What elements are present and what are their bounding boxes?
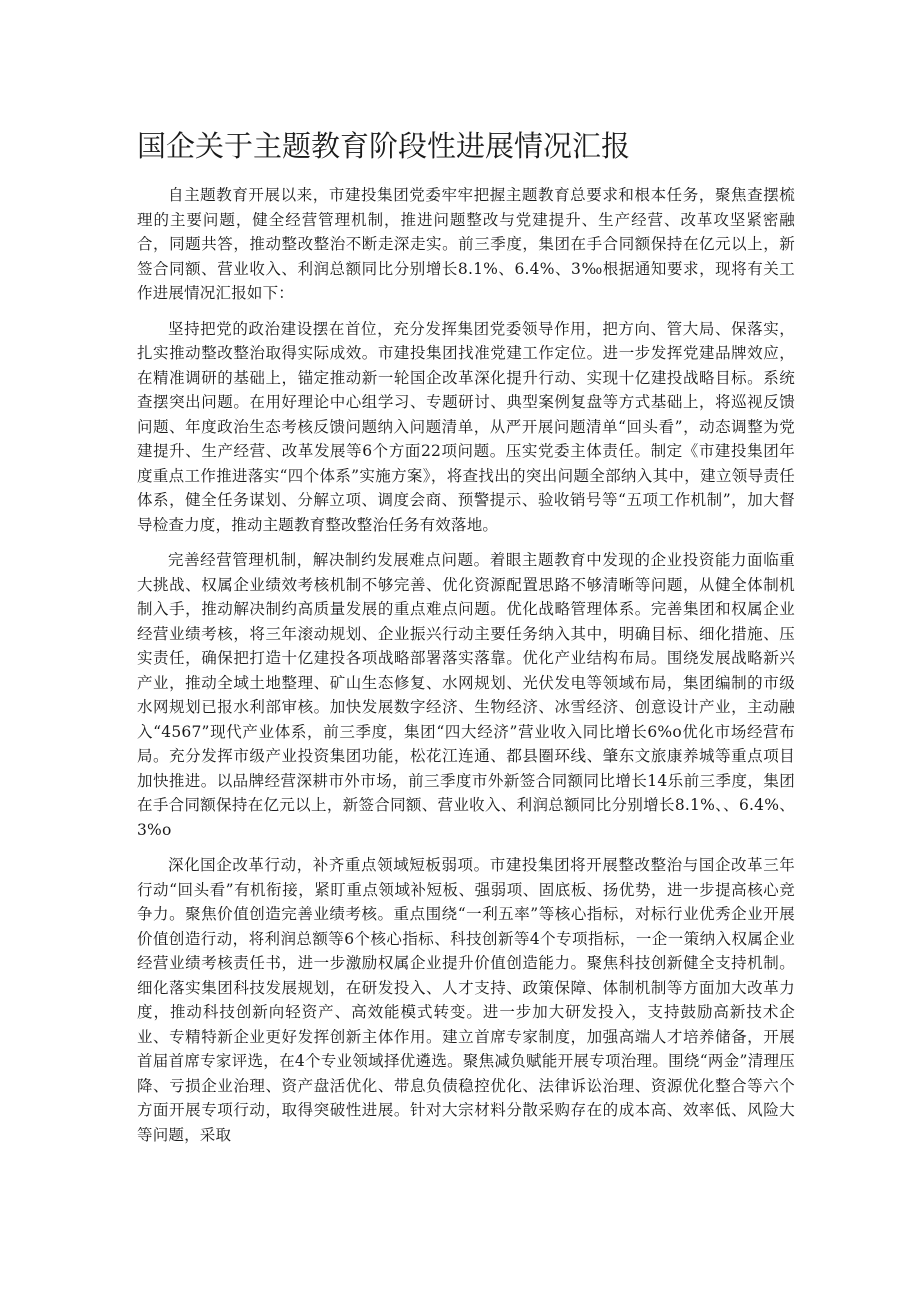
paragraph-party-building: 坚持把党的政治建设摆在首位，充分发挥集团党委领导作用，把方向、管大局、保落实，扎实推动整改整治取得实际成效。市建投集团找准党建工作定位。进一步发挥党建品牌效应，在精准调研的基础上，锚定推动新一轮国企改革深化提升行动、实现十亿建投战略目标。系统查摆突出问题。在用好理论中心组学习、专题研讨、典型案例复盘等方式基础上，将巡视反馈问题、年度政治生态考核反馈问题纳入问题清单，从严开展问题清单“回头看”，动态调整为党建提升、生产经营、改革发展等6个方面22项问题。压实党委主体责任。制定《市建投集团年度重点工作推进落实“四个体系”实施方案》，将查找出的突出问题全部纳入其中，建立领导责任体系，健全任务谋划、分解立项、调度会商、预警提示、验收销号等“五项工作机制”，加大督导检查力度，推动主题教育整改整治任务有效落地。 <box>137 319 795 534</box>
paragraph-intro: 自主题教育开展以来，市建投集团党委牢牢把握主题教育总要求和根本任务，聚焦查摆梳理的主要问题，健全经营管理机制，推进问题整改与党建提升、生产经营、改革攻坚紧密融合，同题共答，推动整改整治不断走深走实。前三季度，集团在手合同额保持在亿元以上，新签合同额、营业收入、利润总额同比分别增长8.1%、6.4%、3‰根据通知要求，现将有关工作进展情况汇报如下： <box>137 186 795 302</box>
paragraph-management-mechanism: 完善经营管理机制，解决制约发展难点问题。着眼主题教育中发现的企业投资能力面临重大挑战、权属企业绩效考核机制不够完善、优化资源配置思路不够清晰等问题，从健全体制机制入手，推动解决制约高质量发展的重点难点问题。优化战略管理体系。完善集团和权属企业经营业绩考核，将三年滚动规划、企业振兴行动主要任务纳入其中，明确目标、细化措施、压实责任，确保把打造十亿建投各项战略部署落实落靠。优化产业结构布局。围绕发展战略新兴产业，推动全域土地整理、矿山生态修复、水网规划、光伏发电等领域布局，集团编制的市级水网规划已报水利部审核。加快发展数字经济、生物经济、冰雪经济、创意设计产业，主动融入“4567”现代产业体系，前三季度，集团“四大经济”营业收入同比增长6%o优化市场经营布局。充分发挥市级产业投资集团功能，松花江连通、都县圈环线、肇东文旅康养城等重点项目加快推进。以品牌经营深耕市外市场，前三季度市外新签合同额同比增长14乐前三季度，集团在手合同额保持在亿元以上，新签合同额、营业收入、利润总额同比分别增长8.1%、、6.4%、3%o <box>137 551 795 839</box>
document-body <box>137 183 795 1158</box>
paragraph-reform-action: 深化国企改革行动，补齐重点领域短板弱项。市建投集团将开展整改整治与国企改革三年行动“回头看”有机衔接，紧盯重点领域补短板、强弱项、固底板、扬优势，进一步提高核心竞争力。聚焦价值创造完善业绩考核。重点围绕“一利五率”等核心指标，对标行业优秀企业开展价值创造行动，将利润总额等6个核心指标、科技创新等4个专项指标，一企一策纳入权属企业经营业绩考核责任书，进一步激励权属企业提升价值创造能力。聚焦科技创新健全支持机制。细化落实集团科技发展规划，在研发投入、人才支持、政策保障、体制机制等方面加大改革力度，推动科技创新向轻资产、高效能模式转变。进一步加大研发投入，支持鼓励高新技术企业、专精特新企业更好发挥创新主体作用。建立首席专家制度，加强高端人才培养储备，开展首届首席专家评选，在4个专业领域择优遴选。聚焦减负赋能开展专项治理。围绕“两金”清理压降、亏损企业治理、资产盘活优化、带息负债稳控优化、法律诉讼治理、资源优化整合等六个方面开展专项行动，取得突破性进展。针对大宗材料分散采购存在的成本高、效率低、风险大等问题，采取 <box>137 856 795 1144</box>
document-title: 国企关于主题教育阶段性进展情况汇报 <box>137 129 631 163</box>
